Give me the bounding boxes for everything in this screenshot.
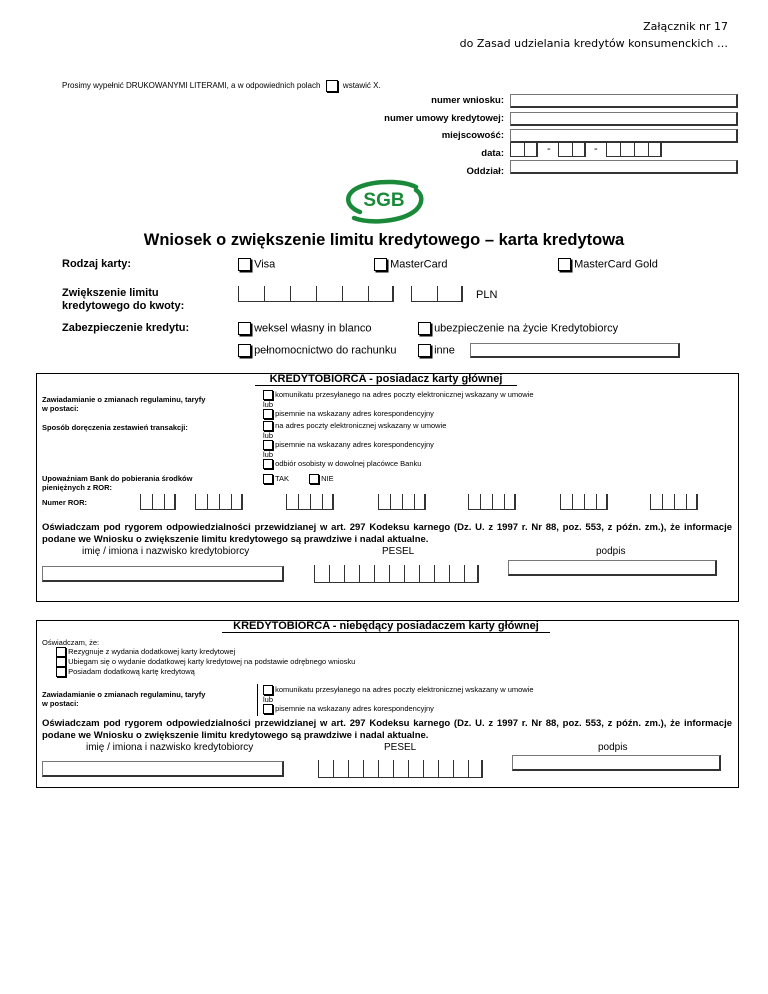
secondary-notification-label	[42, 690, 205, 708]
ror-number-label: Numer ROR:	[42, 498, 88, 507]
main-notification-email-label: komunikatu przesyłanego na adres poczty elektronicznej wskazany w umowie	[275, 390, 534, 399]
secondary-notification-label-line-1: Zawiadamianie o zmianach regulaminu, taryfy	[42, 690, 206, 699]
checkbox-icon[interactable]	[309, 474, 319, 484]
checkbox-icon[interactable]	[374, 258, 387, 271]
collateral-account-power-label: pełnomocnictwo do rachunku	[254, 344, 397, 357]
date-label: data:	[481, 148, 504, 159]
ror-authorization-label-line-2: pieniężnych z ROR:	[42, 483, 113, 492]
main-name-label: imię / imiona i nazwisko kredytobiorcy	[82, 546, 250, 557]
checkbox-icon[interactable]	[263, 440, 273, 450]
annex-header	[460, 18, 728, 52]
secondary-notification-options	[263, 685, 534, 714]
card-type-mastercard[interactable]	[374, 258, 448, 271]
currency-label: PLN	[476, 289, 498, 301]
checkbox-icon[interactable]	[263, 474, 273, 484]
secondary-declare-label: Oświadczam, że:	[42, 638, 100, 647]
annex-line-1: Załącznik nr 17	[643, 20, 728, 33]
checkbox-icon[interactable]	[418, 322, 431, 335]
ror-no[interactable]	[309, 474, 334, 484]
date-day-field[interactable]	[510, 143, 538, 157]
secondary-declare-option-3-label: Posiadam dodatkową kartę kredytową	[68, 667, 195, 677]
application-number-label: numer wniosku:	[431, 95, 504, 106]
checkbox-icon[interactable]	[263, 409, 273, 419]
secondary-borrower-heading: KREDYTOBIORCA - niebędący posiadaczem karty głównej	[233, 620, 539, 632]
or-text: lub	[263, 450, 274, 460]
date-separator-1: -	[547, 143, 551, 155]
limit-amount-field[interactable]	[238, 286, 394, 302]
card-type-visa-label: Visa	[254, 258, 276, 271]
secondary-pesel-field[interactable]	[318, 760, 483, 778]
main-notification-mail[interactable]	[263, 409, 534, 419]
statement-delivery-label: Sposób doręczenia zestawień transakcji:	[42, 423, 188, 432]
collateral-promissory-note-label: weksel własny in blanco	[254, 322, 372, 335]
checkbox-icon	[326, 80, 338, 92]
collateral-other-field[interactable]	[470, 343, 680, 358]
annex-line-2: do Zasad udzielania kredytów konsumenckich …	[459, 37, 728, 50]
or-text: lub	[263, 695, 274, 705]
main-notification-mail-label: pisemnie na wskazany adres korespondencyjny	[275, 409, 434, 419]
card-type-visa[interactable]	[238, 258, 275, 271]
main-notification-label	[42, 395, 205, 413]
card-type-mastercard-gold[interactable]	[558, 258, 658, 271]
secondary-declare-option-2-label: Ubiegam się o wydanie dodatkowej karty kredytowej na podstawie odrębnego wniosku	[68, 657, 356, 667]
instruction-text-before: Prosimy wypełnić DRUKOWANYMI LITERAMI, a w odpowiednich polach	[62, 81, 321, 91]
checkbox-icon[interactable]	[263, 421, 273, 431]
date-month-field[interactable]	[558, 143, 586, 157]
checkbox-icon[interactable]	[238, 344, 251, 357]
sgb-logo	[340, 178, 426, 224]
checkbox-icon[interactable]	[263, 459, 273, 469]
instruction-text-after: wstawić X.	[342, 81, 381, 91]
secondary-notification-email[interactable]	[263, 685, 534, 695]
limit-increase-label-line-2: kredytowego do kwoty:	[62, 300, 185, 312]
ror-no-label: NIE	[321, 474, 334, 483]
credit-agreement-number-field[interactable]	[510, 112, 738, 126]
page-title: Wniosek o zwiększenie limitu kredytowego – karta kredytowa	[143, 231, 625, 249]
checkbox-icon[interactable]	[263, 390, 273, 400]
logo-text: SGB	[363, 190, 405, 211]
secondary-notification-email-label: komunikatu przesyłanego na adres poczty elektronicznej wskazany w umowie	[275, 685, 534, 694]
main-borrower-heading: KREDYTOBIORCA - posiadacz karty głównej	[269, 373, 503, 385]
secondary-notification-mail[interactable]	[263, 704, 534, 714]
collateral-label: Zabezpieczenie kredytu:	[62, 322, 190, 334]
collateral-account-power[interactable]	[238, 344, 397, 357]
date-separator-2: -	[594, 143, 598, 155]
secondary-declaration: Oświadczam pod rygorem odpowiedzialności przewidzianej w art. 297 Kodeksu karnego (Dz. U. z 1997 r. Nr 88, poz. 553, z późn. zm.), że informacje podane we Wniosku o zwiększenie limitu kredytowego są prawdziwe i nadal aktualne.	[42, 718, 732, 741]
secondary-declare-option-1[interactable]	[42, 647, 355, 657]
secondary-name-field[interactable]	[42, 761, 284, 777]
main-declaration: Oświadczam pod rygorem odpowiedzialności przewidzianej w art. 297 Kodeksu karnego (Dz. U. z 1997 r. Nr 88, poz. 553, z późn. zm.), że informacje podane we Wniosku o zwiększenie limitu kredytowego są prawdziwe i nadal aktualne.	[42, 522, 732, 545]
ror-authorization-label	[42, 474, 192, 492]
divider	[257, 684, 258, 716]
secondary-signature-field[interactable]	[512, 755, 721, 771]
secondary-pesel-label: PESEL	[384, 742, 417, 753]
main-notification-options	[263, 390, 534, 419]
checkbox-icon[interactable]	[238, 322, 251, 335]
main-notification-email[interactable]	[263, 390, 534, 400]
checkbox-icon[interactable]	[56, 647, 66, 657]
main-signature-field[interactable]	[508, 560, 717, 576]
card-type-mastercard-gold-label: MasterCard Gold	[574, 258, 658, 271]
ror-yes[interactable]	[263, 474, 289, 484]
secondary-notification-mail-label: pisemnie na wskazany adres korespondencyjny	[275, 704, 434, 714]
collateral-life-insurance-label: ubezpieczenie na życie Kredytobiorcy	[434, 322, 619, 335]
place-field[interactable]	[510, 129, 738, 143]
secondary-notification-label-line-2: w postaci:	[42, 699, 79, 708]
branch-label: Oddział:	[466, 166, 504, 177]
statement-mail-label: pisemnie na wskazany adres korespondencyjny	[275, 440, 434, 450]
ror-yes-label: TAK	[274, 474, 289, 483]
statement-mail[interactable]	[263, 440, 446, 450]
secondary-declare-option-2[interactable]	[42, 657, 355, 667]
checkbox-icon[interactable]	[238, 258, 251, 271]
checkbox-icon[interactable]	[56, 657, 66, 667]
statement-delivery-options	[263, 421, 446, 469]
checkbox-icon[interactable]	[263, 685, 273, 695]
secondary-declare-option-3[interactable]	[42, 667, 355, 677]
or-text: lub	[263, 400, 274, 410]
secondary-signature-label: podpis	[598, 742, 628, 753]
checkbox-icon[interactable]	[56, 667, 66, 677]
main-pesel-label: PESEL	[382, 546, 415, 557]
date-year-field[interactable]	[606, 143, 662, 157]
statement-pickup[interactable]	[263, 459, 446, 469]
branch-field[interactable]	[510, 160, 738, 174]
credit-agreement-number-label: numer umowy kredytowej:	[384, 113, 504, 124]
checkbox-icon[interactable]	[558, 258, 571, 271]
secondary-borrower-heading-wrap	[222, 620, 550, 633]
collateral-life-insurance[interactable]	[418, 322, 618, 335]
checkbox-icon[interactable]	[418, 344, 431, 357]
secondary-declare-block	[42, 638, 355, 677]
place-label: miejscowość:	[441, 130, 504, 141]
main-notification-label-line-1: Zawiadamianie o zmianach regulaminu, taryfy	[42, 395, 206, 404]
statement-pickup-label: odbiór osobisty w dowolnej placówce Banku	[275, 459, 422, 469]
statement-email[interactable]	[263, 421, 446, 431]
card-type-label: Rodzaj karty:	[62, 258, 132, 270]
secondary-name-label: imię / imiona i nazwisko kredytobiorcy	[86, 742, 254, 753]
card-type-mastercard-label: MasterCard	[390, 258, 448, 271]
limit-amount-fraction-field[interactable]	[411, 286, 463, 302]
main-signature-label: podpis	[596, 546, 626, 557]
main-notification-label-line-2: w postaci:	[42, 404, 79, 413]
or-text: lub	[263, 431, 274, 441]
collateral-other-label: inne	[434, 344, 455, 357]
limit-increase-label-line-1: Zwiększenie limitu	[62, 287, 159, 299]
main-pesel-field[interactable]	[314, 565, 479, 583]
limit-increase-label	[62, 287, 184, 313]
instruction	[62, 80, 381, 92]
collateral-other[interactable]	[418, 344, 455, 357]
main-name-field[interactable]	[42, 566, 284, 582]
collateral-promissory-note[interactable]	[238, 322, 371, 335]
main-borrower-heading-wrap	[255, 373, 517, 386]
secondary-declare-option-1-label: Rezygnuje z wydania dodatkowej karty kredytowej	[68, 647, 236, 656]
ror-authorization-label-line-1: Upoważniam Bank do pobierania środków	[42, 474, 193, 483]
application-number-field[interactable]	[510, 94, 738, 108]
checkbox-icon[interactable]	[263, 704, 273, 714]
statement-email-label: na adres poczty elektronicznej wskazany w umowie	[275, 421, 447, 430]
